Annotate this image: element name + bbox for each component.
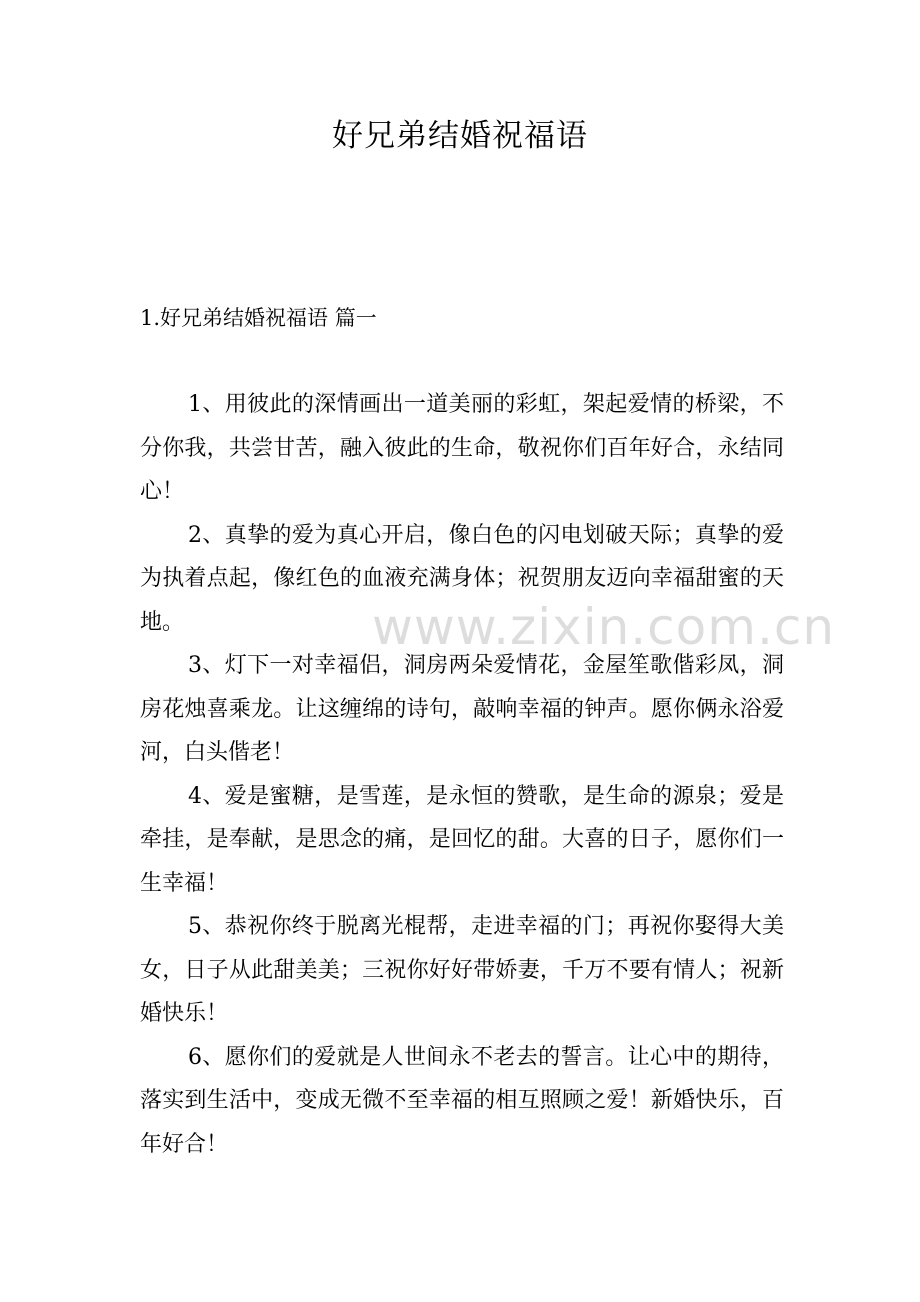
paragraph-6: 6、愿你们的爱就是人世间永不老去的誓言。让心中的期待，落实到生活中，变成无微不至幸福的相互照顾之爱！新婚快乐，百年好合！	[140, 1044, 784, 1157]
document-body	[140, 383, 784, 1166]
document-title: 好兄弟结婚祝福语	[332, 118, 588, 154]
watermark-text: www.zixin.com.cn	[372, 598, 836, 656]
paragraph-5: 5、恭祝你终于脱离光棍帮，走进幸福的门；再祝你娶得大美女，日子从此甜美美；三祝你好好带娇妻，千万不要有情人；祝新婚快乐！	[140, 914, 784, 1026]
section-heading: 1.好兄弟结婚祝福语 篇一	[140, 306, 377, 330]
paragraph-4: 4、爱是蜜糖，是雪莲，是永恒的赞歌，是生命的源泉；爱是牵挂，是奉献，是思念的痛，是回忆的甜。大喜的日子，愿你们一生幸福！	[140, 783, 784, 896]
paragraph-2: 2、真挚的爱为真心开启，像白色的闪电划破天际；真挚的爱为执着点起，像红色的血液充满身体；祝贺朋友迈向幸福甜蜜的天地。	[140, 522, 784, 635]
paragraph-3: 3、灯下一对幸福侣，洞房两朵爱情花，金屋笙歌偕彩凤，洞房花烛喜乘龙。让这缠绵的诗句，敲响幸福的钟声。愿你俩永浴爱河，白头偕老！	[140, 653, 784, 765]
paragraph-1: 1、用彼此的深情画出一道美丽的彩虹，架起爱情的桥梁，不分你我，共尝甘苦，融入彼此的生命，敬祝你们百年好合，永结同心！	[140, 392, 784, 504]
